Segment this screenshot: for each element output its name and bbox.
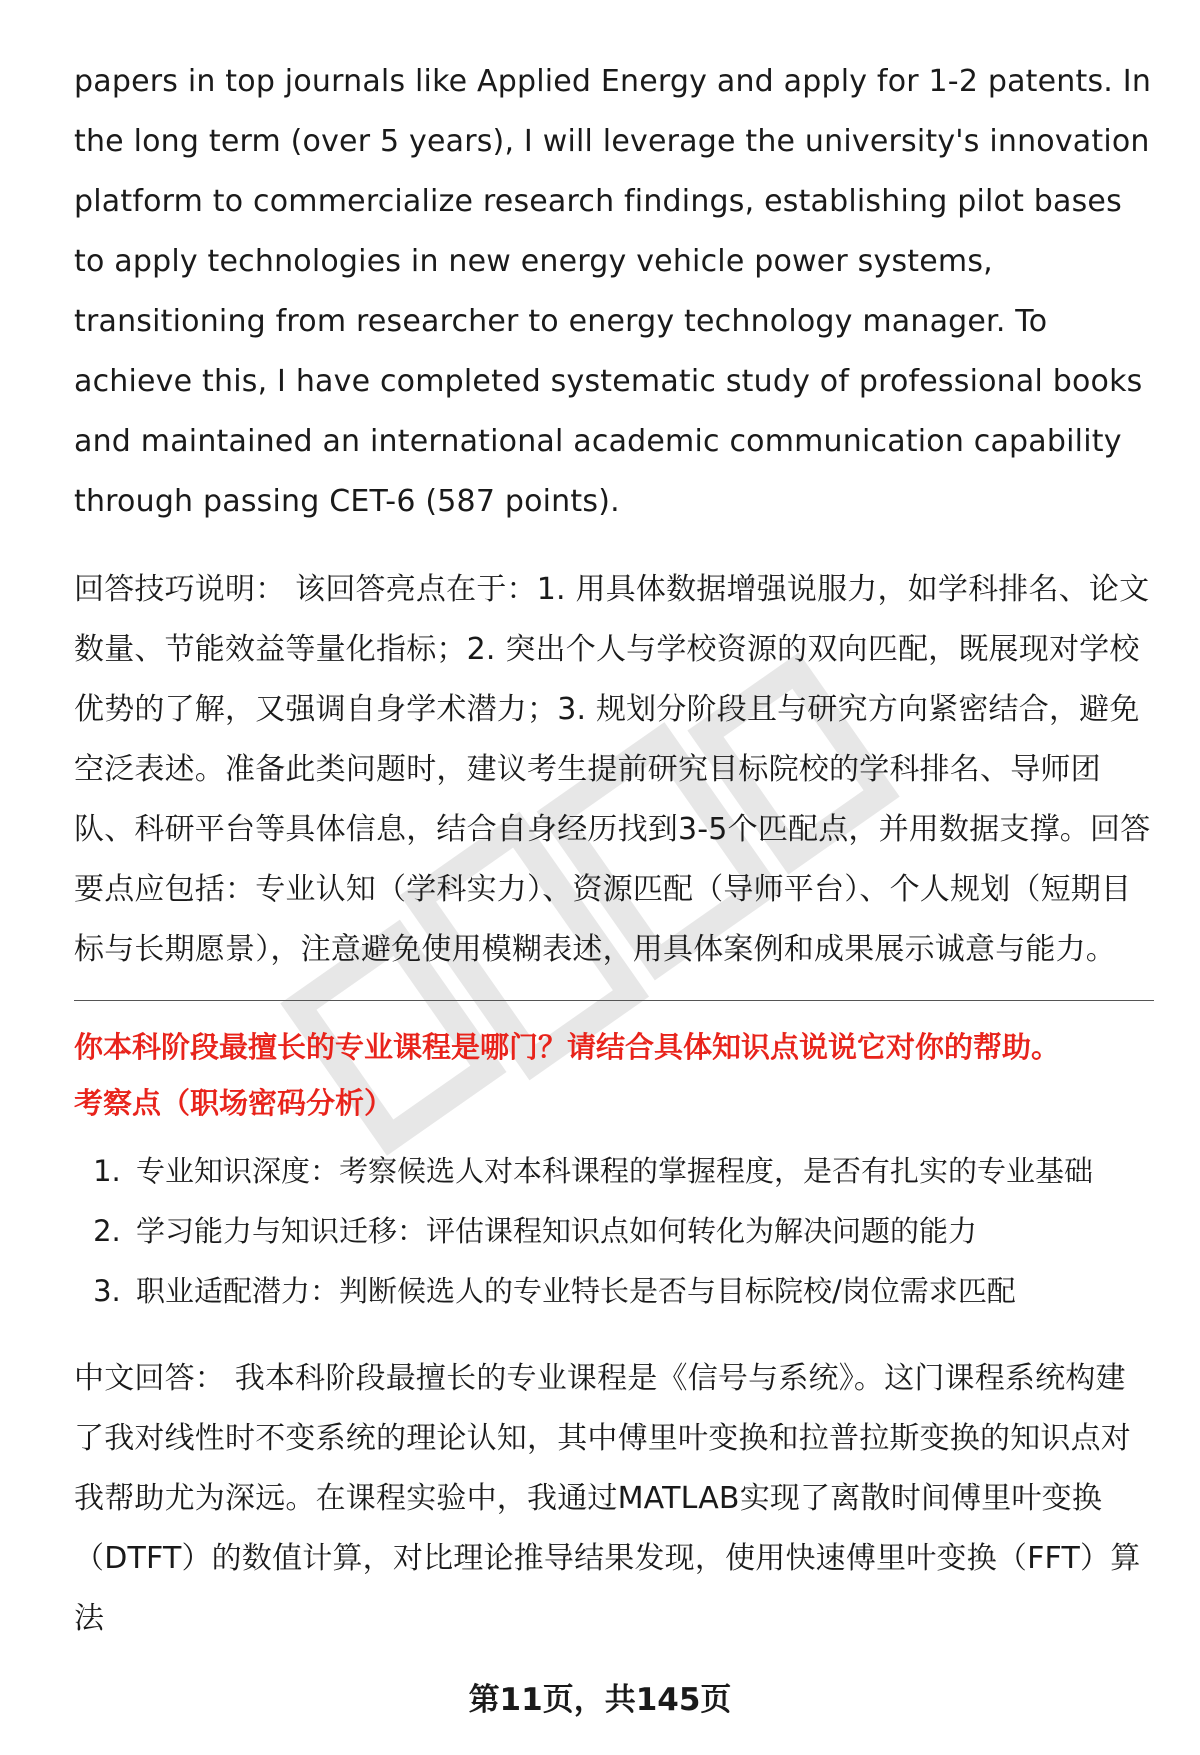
question-title: 你本科阶段最擅长的专业课程是哪门？请结合具体知识点说说它对你的帮助。 xyxy=(74,1030,1061,1064)
english-answer-paragraph: papers in top journals like Applied Energy and apply for 1-2 patents. In the long term (over 5 years), I will leverage the university's innovation platform to commercialize research findings, establishing pilot bases to apply technologies in new energy vehicle power systems, transitioning from researcher to energy technology manager. To achieve this, I have completed systematic study of professional books and maintained an international academic communication capability through passing CET-6 (587 points). xyxy=(74,64,1152,519)
list-item: 3. 职业适配潜力：判断候选人的专业特长是否与目标院校/岗位需求匹配 xyxy=(130,1261,1154,1321)
list-item: 1. 专业知识深度：考察候选人对本科课程的掌握程度，是否有扎实的专业基础 xyxy=(130,1141,1154,1201)
section-divider xyxy=(74,1000,1154,1001)
page-number: 第11页，共145页 xyxy=(468,1682,732,1718)
chinese-answer-paragraph: 中文回答： 我本科阶段最擅长的专业课程是《信号与系统》。这门课程系统构建了我对线性时不变系统的理论认知，其中傅里叶变换和拉普拉斯变换的知识点对我帮助尤为深远。在课程实验中，我通过MATLAB实现了离散时间傅里叶变换（DTFT）的数值计算，对比理论推导结果发现，使用快速傅里叶变换（FFT）算法 xyxy=(74,1361,1141,1636)
document-page xyxy=(74,52,1154,1649)
list-item: 2. 学习能力与知识迁移：评估课程知识点如何转化为解决问题的能力 xyxy=(130,1201,1154,1261)
analysis-points-list xyxy=(74,1141,1154,1321)
answer-tips-paragraph: 回答技巧说明： 该回答亮点在于：1. 用具体数据增强说服力，如学科排名、论文数量、节能效益等量化指标；2. 突出个人与学校资源的双向匹配，既展现对学校优势的了解，又强调自身学术潜力；3. 规划分阶段且与研究方向紧密结合，避免空泛表述。准备此类问题时，建议考生提前研究目标院校的学科排名、导师团队、科研平台等具体信息，结合自身经历找到3-5个匹配点，并用数据支撑。回答要点应包括：专业认知（学科实力）、资源匹配（导师平台）、个人规划（短期目标与长期愿景），注意避免使用模糊表述，用具体案例和成果展示诚意与能力。 xyxy=(74,572,1151,967)
analysis-heading: 考察点（职场密码分析） xyxy=(74,1086,394,1120)
